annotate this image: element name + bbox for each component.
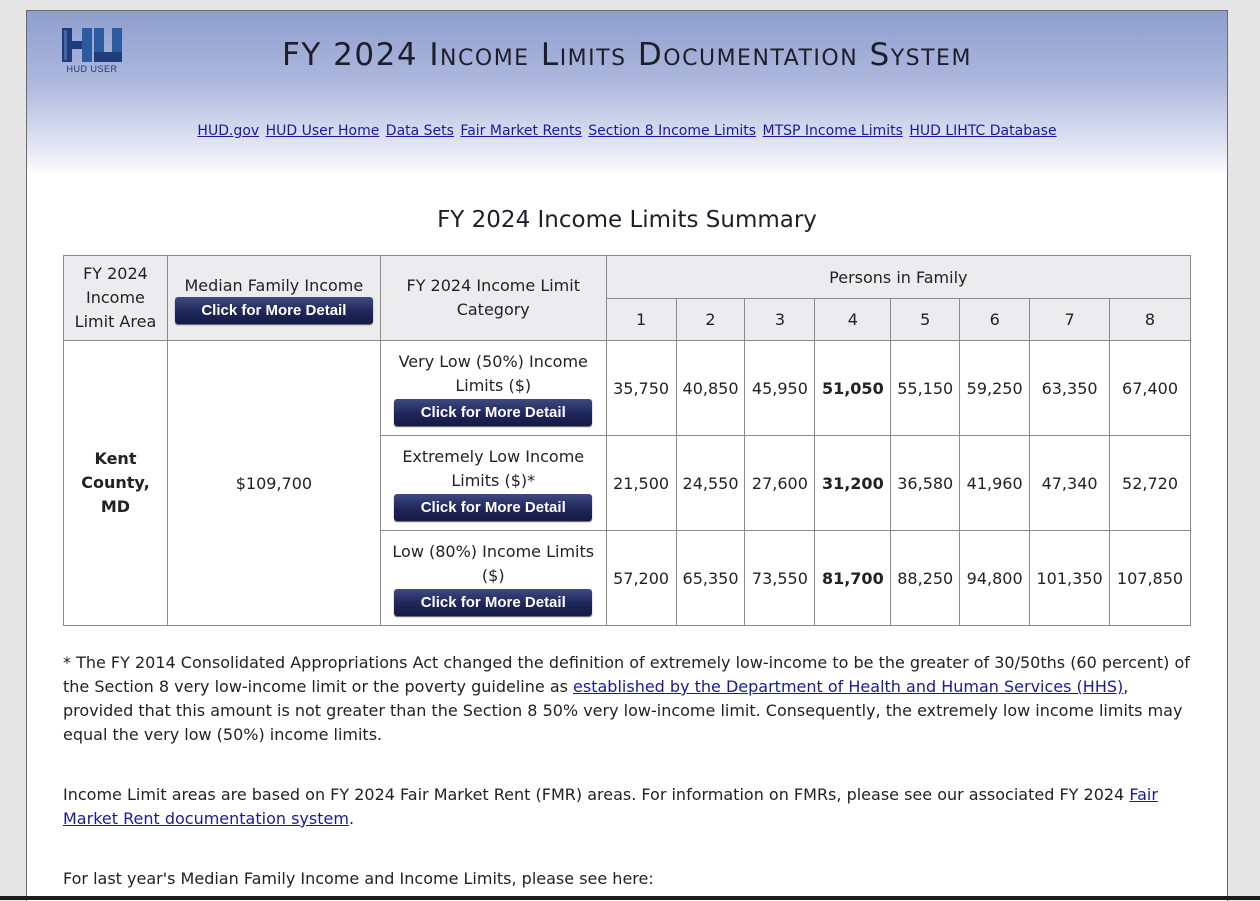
header-persons-6: 6 — [960, 299, 1030, 341]
area-name: Kent County, MD — [64, 341, 168, 626]
value-cell: 27,600 — [745, 436, 815, 531]
header-area: FY 2024 Income Limit Area — [64, 256, 168, 341]
value-cell: 21,500 — [606, 436, 676, 531]
table-row-very-low — [64, 341, 1191, 436]
very-low-detail-button[interactable]: Click for More Detail — [394, 399, 592, 426]
value-cell: 24,550 — [676, 436, 745, 531]
header-mfi — [167, 256, 380, 341]
value-cell: 31,200 — [815, 436, 891, 531]
nav-link-hud-gov[interactable]: HUD.gov — [197, 123, 260, 139]
header-banner — [27, 11, 1227, 176]
header-mfi-label: Median Family Income — [184, 276, 364, 295]
value-cell: 94,800 — [960, 531, 1030, 626]
nav-link-mtsp-income-limits[interactable]: MTSP Income Limits — [762, 123, 903, 139]
value-cell: 45,950 — [745, 341, 815, 436]
value-cell: 35,750 — [606, 341, 676, 436]
bottom-edge-bar — [0, 896, 1260, 900]
value-cell: 51,050 — [815, 341, 891, 436]
value-cell: 59,250 — [960, 341, 1030, 436]
value-cell: 88,250 — [891, 531, 960, 626]
category-label: Low (80%) Income Limits ($) — [392, 542, 595, 585]
category-cell — [380, 436, 606, 531]
category-cell — [380, 531, 606, 626]
value-cell: 67,400 — [1110, 341, 1191, 436]
nav-link-fair-market-rents[interactable]: Fair Market Rents — [460, 123, 582, 139]
value-cell: 36,580 — [891, 436, 960, 531]
logo-text: HUD USER — [66, 64, 118, 74]
fmr-documentation-link[interactable]: Fair Market Rent documentation system — [63, 785, 1158, 828]
note1-text-b: , provided that this amount is not greater than the Section 8 50% very low-income limit. Consequently, the extremely low income limits may equal the very low (50%) income limits. — [63, 677, 1183, 744]
note-extremely-low-definition — [63, 651, 1193, 747]
header-persons-5: 5 — [891, 299, 960, 341]
hhs-poverty-guideline-link[interactable]: established by the Department of Health and Human Services (HHS) — [573, 677, 1124, 696]
nav-link-data-sets[interactable]: Data Sets — [385, 123, 454, 139]
value-cell: 57,200 — [606, 531, 676, 626]
value-cell: 101,350 — [1030, 531, 1110, 626]
header-persons-8: 8 — [1110, 299, 1191, 341]
nav-link-section-8-income-limits[interactable]: Section 8 Income Limits — [588, 123, 757, 139]
notes-section — [63, 651, 1193, 901]
extremely-low-detail-button[interactable]: Click for More Detail — [394, 494, 592, 521]
note2-text-a: Income Limit areas are based on FY 2024 Fair Market Rent (FMR) areas. For information on FMRs, please see our associated FY 2024 — [63, 785, 1130, 804]
value-cell: 73,550 — [745, 531, 815, 626]
note-fmr-areas — [63, 783, 1193, 831]
value-cell: 63,350 — [1030, 341, 1110, 436]
header-persons: Persons in Family — [606, 256, 1190, 299]
site-title: FY 2024 Income Limits Documentation System — [282, 37, 972, 73]
value-cell: 47,340 — [1030, 436, 1110, 531]
category-label: Very Low (50%) Income Limits ($) — [398, 352, 588, 395]
top-nav — [27, 123, 1227, 139]
value-cell: 52,720 — [1110, 436, 1191, 531]
header-persons-1: 1 — [606, 299, 676, 341]
value-cell: 81,700 — [815, 531, 891, 626]
header-persons-4: 4 — [815, 299, 891, 341]
nav-link-hud-lihtc-database[interactable]: HUD LIHTC Database — [909, 123, 1057, 139]
category-cell — [380, 341, 606, 436]
nav-link-hud-user-home[interactable]: HUD User Home — [265, 123, 380, 139]
header-category: FY 2024 Income Limit Category — [380, 256, 606, 341]
value-cell: 65,350 — [676, 531, 745, 626]
category-label: Extremely Low Income Limits ($)* — [402, 447, 585, 490]
mfi-detail-button[interactable]: Click for More Detail — [175, 297, 373, 324]
value-cell: 40,850 — [676, 341, 745, 436]
note2-text-b: . — [348, 809, 355, 828]
note1-text-a: * The FY 2014 Consolidated Appropriations Act changed the definition of extremely low-income to be the greater of 30/50ths (60 percent) of the Section 8 very low-income limit or the poverty guideline as — [63, 653, 1190, 696]
value-cell: 55,150 — [891, 341, 960, 436]
note-last-year: For last year's Median Family Income and Income Limits, please see here: — [63, 869, 654, 888]
median-income-value: $109,700 — [167, 341, 380, 626]
value-cell: 41,960 — [960, 436, 1030, 531]
header-persons-7: 7 — [1030, 299, 1110, 341]
low-detail-button[interactable]: Click for More Detail — [394, 589, 592, 616]
page — [26, 10, 1228, 901]
summary-title: FY 2024 Income Limits Summary — [437, 207, 817, 233]
header-persons-2: 2 — [676, 299, 745, 341]
header-persons-3: 3 — [745, 299, 815, 341]
income-limits-table — [63, 255, 1191, 626]
value-cell: 107,850 — [1110, 531, 1191, 626]
